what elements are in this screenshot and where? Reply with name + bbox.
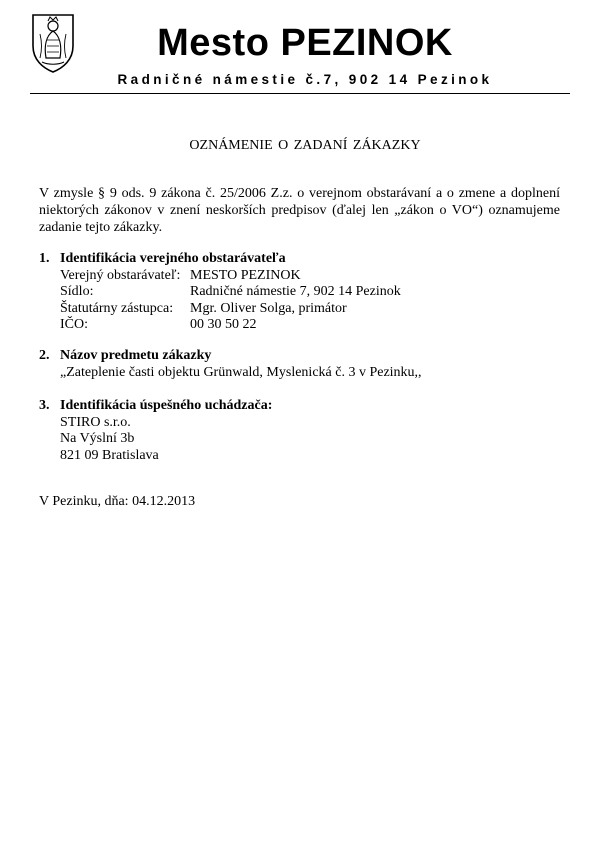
city-name: Mesto PEZINOK <box>157 22 453 64</box>
row-value: 00 30 50 22 <box>190 317 257 332</box>
intro-paragraph: V zmysle § 9 ods. 9 zákona č. 25/2006 Z.z. o verejnom obstarávaní a o zmene a doplnení niektorých zákonov v znení neskorších predpisov (ďalej len „zákon o VO“) oznamujeme zadanie tejto zákazky. <box>39 186 560 235</box>
row-label: Sídlo: <box>60 284 94 299</box>
bidder-city: 821 09 Bratislava <box>60 447 159 463</box>
row-value: Radničné námestie 7, 902 14 Pezinok <box>190 284 401 299</box>
row-label: IČO: <box>60 317 88 332</box>
document-heading: OZNÁMENIE O ZADANÍ ZÁKAZKY <box>189 138 421 153</box>
section-title: Identifikácia verejného obstarávateľa <box>60 251 286 266</box>
row-value: Mgr. Oliver Solga, primátor <box>190 300 347 316</box>
row-label: Verejný obstarávateľ: <box>60 267 181 283</box>
section-title: Identifikácia úspešného uchádzača: <box>60 398 273 413</box>
row-label: Štatutárny zástupca: <box>60 300 174 316</box>
bidder-street: Na Výslní 3b <box>60 431 135 446</box>
section-number: 1. <box>39 251 50 266</box>
contract-subject-name: „Zateplenie časti objektu Grünwald, Myslenická č. 3 v Pezinku,, <box>60 364 422 380</box>
authority-row <box>60 267 301 285</box>
header-divider <box>30 93 570 94</box>
ico-row <box>60 317 257 334</box>
seat-row <box>60 284 401 301</box>
representative-row <box>60 300 347 318</box>
section-title: Názov predmetu zákazky <box>60 348 212 363</box>
bidder-name: STIRO s.r.o. <box>60 414 131 430</box>
footer-date: V Pezinku, dňa: 04.12.2013 <box>39 494 196 509</box>
city-address: Radničné námestie č.7, 902 14 Pezinok <box>117 72 493 87</box>
row-value: MESTO PEZINOK <box>190 267 301 283</box>
section-number: 3. <box>39 398 50 413</box>
section-number: 2. <box>39 348 50 363</box>
